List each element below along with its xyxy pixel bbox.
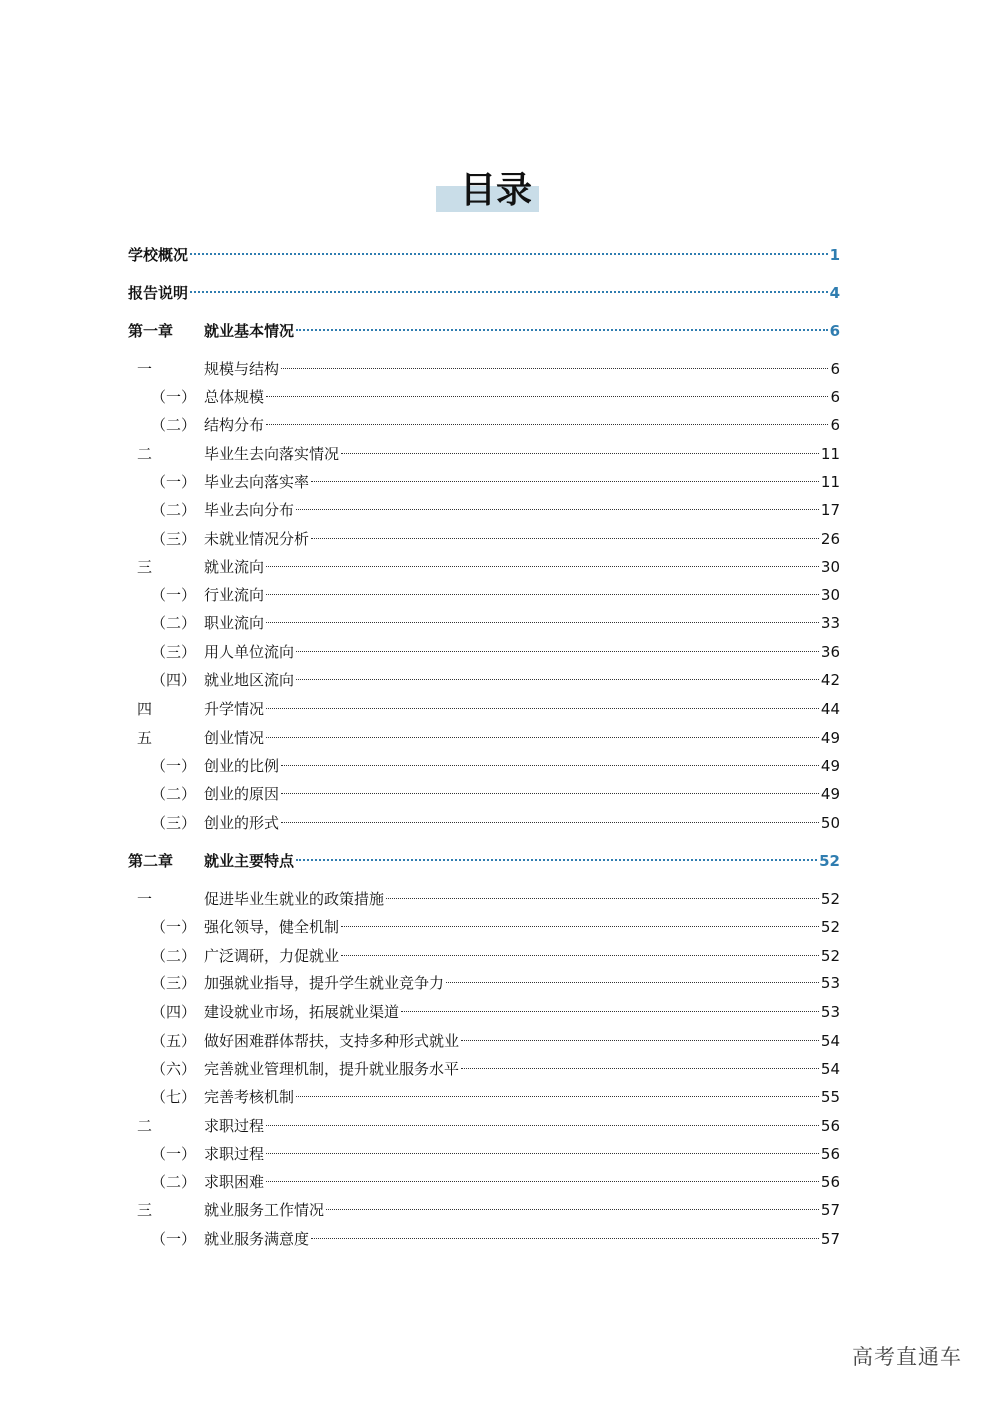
toc-entry-label: 加强就业指导，提升学生就业竞争力 [204,974,445,992]
toc-entry-label: 创业情况 [204,729,265,747]
toc-entry[interactable] [0,320,992,342]
dot-leader [281,764,819,766]
toc-entry-page: 6 [829,322,840,340]
toc-entry-page: 17 [820,501,840,519]
toc-entry[interactable] [0,584,992,606]
toc-entry[interactable] [0,1143,992,1165]
dot-leader [266,1152,819,1154]
toc-entry-label: 就业流向 [204,558,265,576]
toc-entry-label: 规模与结构 [204,360,280,378]
toc-entry-number: （六） [151,1060,197,1078]
dot-leader [266,1180,819,1182]
dot-leader [296,508,819,510]
toc-entry[interactable] [0,386,992,408]
toc-entry-page: 49 [820,757,840,775]
toc-entry-label: 职业流向 [204,614,265,632]
dot-leader [386,897,819,899]
toc-entry-label: 求职困难 [204,1173,265,1191]
toc-entry-page: 52 [820,947,840,965]
toc-entry-page: 6 [830,360,840,378]
dot-leader [311,480,819,482]
toc-entry-number: （一） [151,586,197,604]
toc-entry-label: 就业基本情况 [204,322,295,340]
toc-entry[interactable] [0,443,992,465]
toc-entry-label: 学校概况 [128,246,189,264]
toc-entry-number: （三） [151,530,197,548]
toc-entry[interactable] [0,528,992,550]
toc-entry[interactable] [0,244,992,266]
dot-leader [266,395,828,397]
dot-leader [446,981,819,983]
toc-entry-page: 52 [819,852,840,870]
toc-entry[interactable] [0,1086,992,1108]
toc-entry-label: 升学情况 [204,700,265,718]
toc-entry-label: 创业的比例 [204,757,280,775]
toc-entry-label: 完善就业管理机制，提升就业服务水平 [204,1060,460,1078]
dot-leader [296,650,819,652]
toc-entry-page: 11 [820,473,840,491]
toc-entry-page: 49 [820,785,840,803]
dot-leader [266,593,819,595]
toc-entry-page: 57 [820,1230,840,1248]
toc-entry-label: 用人单位流向 [204,643,295,661]
toc-entry-label: 毕业去向分布 [204,501,295,519]
toc-entry-number: 三 [137,558,153,576]
toc-entry[interactable] [0,755,992,777]
toc-entry-page: 44 [820,700,840,718]
toc-entry[interactable] [0,358,992,380]
toc-entry-page: 54 [820,1032,840,1050]
dot-leader [461,1067,819,1069]
dot-leader [266,736,819,738]
watermark: 高考直通车 [852,1345,962,1369]
toc-entry-label: 求职过程 [204,1117,265,1135]
toc-entry-page: 33 [820,614,840,632]
toc-entry[interactable] [0,783,992,805]
dot-leader [311,1237,819,1239]
toc-entry-label: 强化领导，健全机制 [204,918,340,936]
toc-entry[interactable] [0,945,992,967]
toc-entry-number: 一 [137,360,153,378]
toc-entry-number: （一） [151,473,197,491]
dot-leader [266,707,819,709]
toc-entry-number: （二） [151,785,197,803]
toc-entry-page: 54 [820,1060,840,1078]
dot-leader [341,954,819,956]
toc-entry-label: 结构分布 [204,416,265,434]
toc-entry-page: 56 [820,1173,840,1191]
toc-entry-label: 就业服务工作情况 [204,1201,325,1219]
toc-entry-page: 52 [820,918,840,936]
toc-entry[interactable] [0,1001,992,1023]
toc-entry-label: 总体规模 [204,388,265,406]
dot-leader [401,1010,819,1012]
toc-entry[interactable] [0,669,992,691]
toc-entry-label: 报告说明 [128,284,189,302]
toc-entry-label: 促进毕业生就业的政策措施 [204,890,385,908]
toc-entry-number: （二） [151,416,197,434]
toc-entry-number: 五 [137,729,153,747]
toc-entry-number: （七） [151,1088,197,1106]
toc-entry-number: 第二章 [128,852,174,870]
toc-entry-number: （四） [151,1003,197,1021]
toc-entry-page: 56 [820,1117,840,1135]
toc-entry[interactable] [0,471,992,493]
toc-entry-number: （五） [151,1032,197,1050]
toc-entry-page: 30 [820,558,840,576]
dot-leader [190,252,828,255]
toc-entry-label: 毕业去向落实率 [204,473,310,491]
toc-entry-page: 53 [820,974,840,992]
dot-leader [281,821,819,823]
toc-entry-page: 26 [820,530,840,548]
toc-entry[interactable] [0,282,992,304]
dot-leader [341,452,819,454]
page-title: 目录 [459,169,532,211]
toc-entry-number: 一 [137,890,153,908]
toc-entry-label: 毕业生去向落实情况 [204,445,340,463]
toc-entry-page: 57 [820,1201,840,1219]
toc-entry-page: 36 [820,643,840,661]
toc-entry[interactable] [0,727,992,749]
dot-leader [266,423,828,425]
toc-entry-label: 建设就业市场，拓展就业渠道 [204,1003,400,1021]
dot-leader [281,367,828,369]
toc-entry-page: 55 [820,1088,840,1106]
toc-entry-number: （一） [151,388,197,406]
toc-entry-label: 就业主要特点 [204,852,295,870]
toc-entry-number: （三） [151,643,197,661]
toc-entry-number: 三 [137,1201,153,1219]
toc-entry-page: 11 [820,445,840,463]
dot-leader [266,565,819,567]
toc-entry-number: 二 [137,445,153,463]
toc-entry-page: 1 [829,246,840,264]
toc-entry-page: 42 [820,671,840,689]
toc-entry[interactable] [0,1115,992,1137]
toc-entry-number: （一） [151,757,197,775]
toc-entry-number: （四） [151,671,197,689]
toc-entry[interactable] [0,812,992,834]
dot-leader [311,537,819,539]
dot-leader [461,1039,819,1041]
dot-leader [296,1095,819,1097]
toc-entry[interactable] [0,1199,992,1221]
toc-entry[interactable] [0,1058,992,1080]
toc-entry[interactable] [0,556,992,578]
toc-entry[interactable] [0,499,992,521]
toc-entry[interactable] [0,1171,992,1193]
toc-entry[interactable] [0,850,992,872]
toc-entry-label: 广泛调研，力促就业 [204,947,340,965]
toc-entry-number: （二） [151,1173,197,1191]
toc-entry[interactable] [0,972,992,994]
toc-entry[interactable] [0,414,992,436]
toc-entry-number: （二） [151,501,197,519]
toc-entry-page: 6 [830,416,840,434]
toc-entry[interactable] [0,916,992,938]
toc-entry-label: 创业的形式 [204,814,280,832]
toc-entry-label: 行业流向 [204,586,265,604]
dot-leader [296,328,828,331]
toc-entry[interactable] [0,612,992,634]
toc-entry-page: 56 [820,1145,840,1163]
toc-entry-page: 6 [830,388,840,406]
toc-entry-number: 第一章 [128,322,174,340]
toc-entry-number: （一） [151,1230,197,1248]
toc-entry-label: 完善考核机制 [204,1088,295,1106]
toc-entry-number: （三） [151,814,197,832]
toc-entry-page: 4 [829,284,840,302]
toc-entry[interactable] [0,1030,992,1052]
toc-entry-number: 四 [137,700,153,718]
toc-entry[interactable] [0,888,992,910]
toc-entry-label: 创业的原因 [204,785,280,803]
toc-entry-number: （一） [151,1145,197,1163]
toc-entry-page: 52 [820,890,840,908]
toc-entry[interactable] [0,698,992,720]
toc-entry-number: 二 [137,1117,153,1135]
toc-entry-label: 求职过程 [204,1145,265,1163]
toc-entry-label: 就业服务满意度 [204,1230,310,1248]
toc-entry-label: 就业地区流向 [204,671,295,689]
dot-leader [326,1208,819,1210]
toc-entry-page: 50 [820,814,840,832]
toc-entry-page: 30 [820,586,840,604]
toc-entry[interactable] [0,641,992,663]
dot-leader [296,678,819,680]
toc-entry-number: （三） [151,974,197,992]
dot-leader [341,925,819,927]
toc-entry-number: （二） [151,614,197,632]
dot-leader [281,792,819,794]
toc-entry-label: 未就业情况分析 [204,530,310,548]
toc-entry[interactable] [0,1228,992,1250]
toc-title-block [0,165,992,217]
toc-entry-label: 做好困难群体帮扶，支持多种形式就业 [204,1032,460,1050]
toc-entry-page: 53 [820,1003,840,1021]
dot-leader [266,621,819,623]
dot-leader [190,290,828,293]
toc-entry-number: （一） [151,918,197,936]
toc-entry-number: （二） [151,947,197,965]
dot-leader [266,1124,819,1126]
toc-entry-page: 49 [820,729,840,747]
dot-leader [296,858,817,861]
